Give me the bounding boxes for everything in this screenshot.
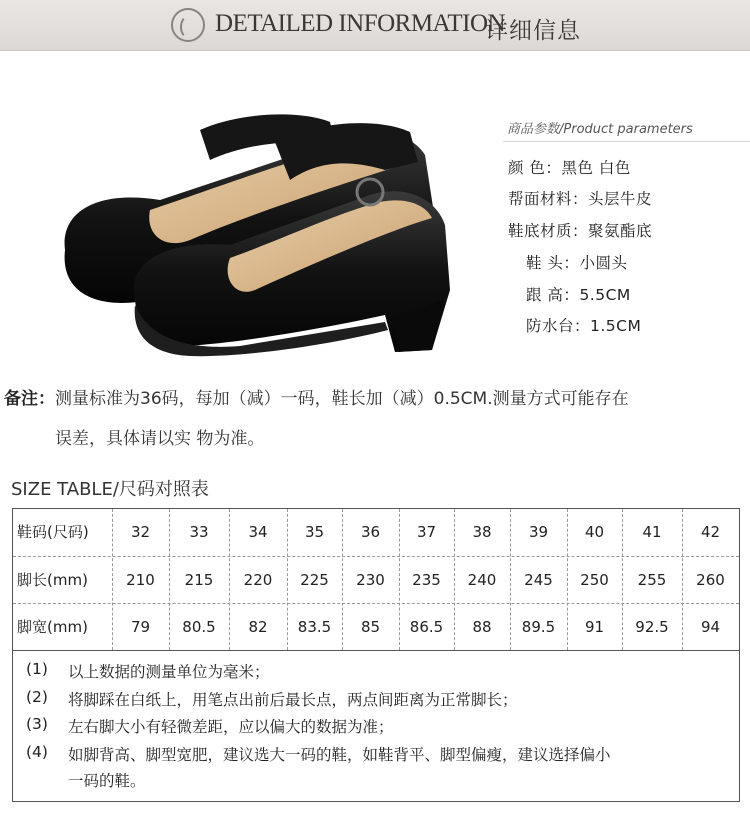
param-row-color [508, 156, 631, 178]
row-header: 脚长(mm) [17, 571, 88, 589]
param-row-heel-height [526, 283, 631, 305]
note-prefix: 备注： [4, 389, 55, 409]
param-row-upper-material [508, 187, 652, 209]
params-title: 商品参数/Product parameters [507, 122, 693, 137]
note-text-1: 测量标准为36码，每加（减）一码，鞋长加（减）0.5CM.测量方式可能存在 [55, 389, 629, 409]
row-header: 脚宽(mm) [17, 618, 88, 636]
table-cell: 89.5 [521, 618, 556, 636]
size-table-title: SIZE TABLE/尺码对照表 [11, 479, 209, 500]
table-row [13, 509, 739, 556]
param-value: 黑色 白色 [561, 159, 631, 177]
table-cell: 91 [584, 618, 605, 636]
table-cell: 80.5 [182, 618, 216, 636]
table-cell: 42 [700, 523, 721, 541]
table-cell: 40 [584, 523, 605, 541]
param-value: 头层牛皮 [588, 190, 653, 208]
param-label: 颜 色： [508, 159, 562, 177]
tip-number: (4) [26, 743, 48, 761]
param-label: 鞋底材质： [508, 222, 589, 240]
param-label: 跟 高： [526, 286, 580, 304]
row-header: 鞋码(尺码) [17, 523, 89, 541]
table-cell: 92.5 [635, 618, 669, 636]
table-cell: 94 [700, 618, 721, 636]
table-cell: 260 [696, 571, 725, 589]
params-divider [503, 141, 750, 142]
param-value: 1.5CM [590, 317, 642, 335]
tip-text: 一码的鞋。 [68, 772, 146, 790]
header-title-en: DETAILED INFORMATION [215, 10, 506, 37]
ring-logo-icon [171, 8, 205, 42]
param-value: 聚氨酯底 [588, 222, 653, 240]
table-cell: 255 [637, 571, 667, 589]
table-cell: 210 [126, 571, 155, 589]
param-label: 鞋 头： [526, 254, 580, 272]
detail-header-banner [0, 0, 750, 50]
table-cell: 235 [412, 571, 441, 589]
table-cell: 245 [524, 571, 553, 589]
table-cell: 220 [243, 571, 273, 589]
table-row [13, 603, 739, 651]
table-cell: 86.5 [409, 618, 444, 636]
param-label: 帮面材料： [508, 190, 589, 208]
table-cell: 240 [467, 571, 497, 589]
param-value: 5.5CM [579, 286, 631, 304]
note-text-2: 误差，具体请以实 物为准。 [55, 429, 265, 449]
tip-text: 将脚踩在白纸上，用笔点出前后最长点，两点间距离为正常脚长； [68, 691, 518, 709]
tip-text: 左右脚大小有轻微差距，应以偏大的数据为准； [68, 718, 394, 736]
tip-number: (3) [26, 715, 48, 733]
param-label: 防水台： [526, 317, 591, 335]
table-cell: 41 [642, 523, 662, 541]
table-cell: 83.5 [297, 618, 332, 636]
size-table [12, 508, 740, 651]
shoe-pair-illustration [40, 100, 480, 360]
table-cell: 37 [416, 523, 437, 541]
tip-text: 以上数据的测量单位为毫米； [68, 663, 270, 681]
param-value: 小圆头 [579, 254, 628, 272]
header-title-cn: 详细信息 [485, 18, 581, 44]
table-cell: 34 [248, 523, 268, 541]
param-row-toe [526, 251, 627, 273]
table-cell: 82 [248, 618, 268, 636]
table-row [13, 556, 739, 604]
table-cell: 225 [300, 571, 329, 589]
table-cell: 85 [360, 618, 381, 636]
table-cell: 33 [189, 523, 209, 541]
table-cell: 36 [360, 523, 381, 541]
table-cell: 32 [130, 523, 151, 541]
table-cell: 250 [580, 571, 609, 589]
param-row-platform [526, 314, 641, 336]
tip-number: (2) [26, 688, 48, 706]
table-cell: 35 [304, 523, 325, 541]
param-row-sole-material [508, 219, 652, 241]
table-cell: 230 [356, 571, 385, 589]
note-line-1 [4, 384, 629, 409]
measurement-tips [12, 651, 740, 802]
product-image [40, 100, 480, 360]
table-cell: 215 [184, 571, 214, 589]
table-cell: 79 [130, 618, 151, 636]
table-cell: 38 [472, 523, 492, 541]
table-cell: 88 [472, 618, 492, 636]
tip-number: (1) [26, 660, 48, 678]
tip-text: 如脚背高、脚型宽肥，建议选大一码的鞋，如鞋背平、脚型偏瘦，建议选择偏小 [68, 746, 611, 764]
table-cell: 39 [528, 523, 549, 541]
